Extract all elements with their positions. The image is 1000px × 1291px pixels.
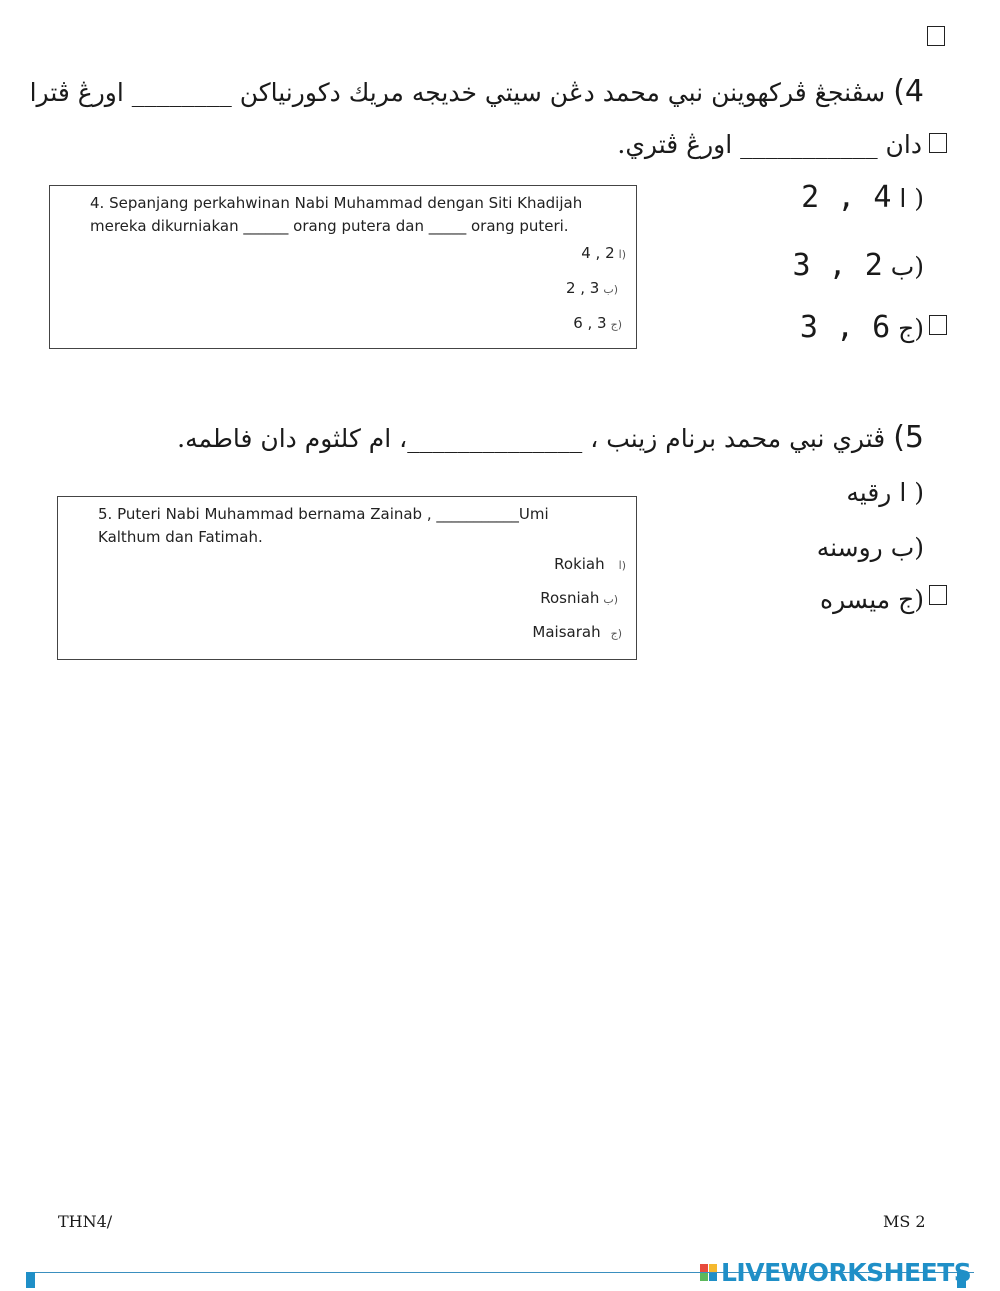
q4-reference-option-c-mark: ج) xyxy=(610,318,622,331)
q5-option-b-mark: (ب xyxy=(890,533,924,562)
q5-reference-option-c-mark: ج) xyxy=(610,627,622,640)
footer-marker-left xyxy=(26,1272,35,1288)
liveworksheets-wordmark: LIVEWORKSHEETS xyxy=(721,1258,972,1287)
question-5-number: 5) xyxy=(893,420,924,455)
question-5-text: ڤتري نبي محمد برنام زينب ، ______________، ام كلثوم دان فاطمه. xyxy=(177,424,886,453)
liveworksheets-brand[interactable] xyxy=(700,1258,971,1287)
q4-reference-option-a xyxy=(581,244,626,262)
q5-option-a-mark: ( ا xyxy=(899,478,924,507)
question-4-line-2 xyxy=(617,130,922,159)
question-4-text-continued: دان ___________ اورڠ ڤتري. xyxy=(617,130,922,159)
q4-option-c-mark: (ج xyxy=(898,314,924,343)
answer-checkbox-q4-2[interactable] xyxy=(929,315,947,335)
q5-reference-option-b-mark: ب) xyxy=(603,593,618,606)
answer-checkbox-q5[interactable] xyxy=(929,585,947,605)
answer-checkbox-top[interactable] xyxy=(927,26,945,46)
question-4-line-1 xyxy=(30,74,924,109)
q5-reference-option-b-value: Rosniah xyxy=(540,589,600,607)
q4-option-b xyxy=(792,248,924,283)
q4-reference-box xyxy=(49,185,637,349)
q4-option-c-value: 6 , 3 xyxy=(799,310,891,345)
q5-reference-option-c xyxy=(532,623,622,641)
question-5-line-1 xyxy=(177,420,924,455)
liveworksheets-logo-icon xyxy=(700,1264,717,1281)
q4-option-b-mark: (ب xyxy=(890,252,924,281)
q5-reference-text: 5. Puteri Nabi Muhammad bernama Zainab , ___________Umi Kalthum dan Fatimah. xyxy=(98,505,549,546)
q4-reference-option-b xyxy=(566,279,618,297)
q4-option-a-mark: ( ا xyxy=(899,184,924,213)
q4-option-a xyxy=(801,180,924,215)
q4-reference-text: 4. Sepanjang perkahwinan Nabi Muhammad dengan Siti Khadijah mereka dikurniakan ______ orang putera dan _____ orang puteri. xyxy=(90,194,583,235)
question-4-number: 4) xyxy=(893,74,924,109)
q5-option-a-value: رقيه xyxy=(846,478,892,507)
q4-reference-option-a-value: 4 , 2 xyxy=(581,244,615,262)
q5-reference-option-a-mark: ا) xyxy=(618,559,626,572)
q5-option-a xyxy=(846,478,924,507)
footer-page-number: MS 2 xyxy=(883,1212,926,1231)
q4-reference-option-c xyxy=(573,314,622,332)
q5-reference-option-c-value: Maisarah xyxy=(532,623,601,641)
q5-reference-option-a xyxy=(554,555,626,573)
q5-option-c-value: ميسره xyxy=(820,585,891,614)
q5-option-c-mark: (ج xyxy=(898,585,924,614)
q5-reference-box xyxy=(57,496,637,660)
q4-reference-option-b-mark: ب) xyxy=(603,283,618,296)
q4-reference-option-b-value: 2 , 3 xyxy=(565,279,600,297)
q4-reference-option-c-value: 6 , 3 xyxy=(573,314,607,332)
q5-reference-option-a-value: Rokiah xyxy=(554,555,605,573)
q5-option-c xyxy=(820,585,924,614)
answer-checkbox-q4-1[interactable] xyxy=(929,133,947,153)
q5-reference-option-b xyxy=(540,589,618,607)
q4-option-a-value: 4 , 2 xyxy=(801,180,892,215)
q5-option-b xyxy=(817,533,924,562)
q4-option-b-value: 2 , 3 xyxy=(792,248,883,283)
q4-option-c xyxy=(800,310,924,345)
q4-reference-option-a-mark: ا) xyxy=(618,248,626,261)
q5-option-b-value: روسنه xyxy=(816,533,883,562)
footer-left: THN4/ xyxy=(58,1212,113,1231)
question-4-text: سڤنجڠ ڤركهوينن نبي محمد دڠن سيتي خديجه مريك دكورنياكن ________ اورڠ ڤترا xyxy=(29,78,886,107)
